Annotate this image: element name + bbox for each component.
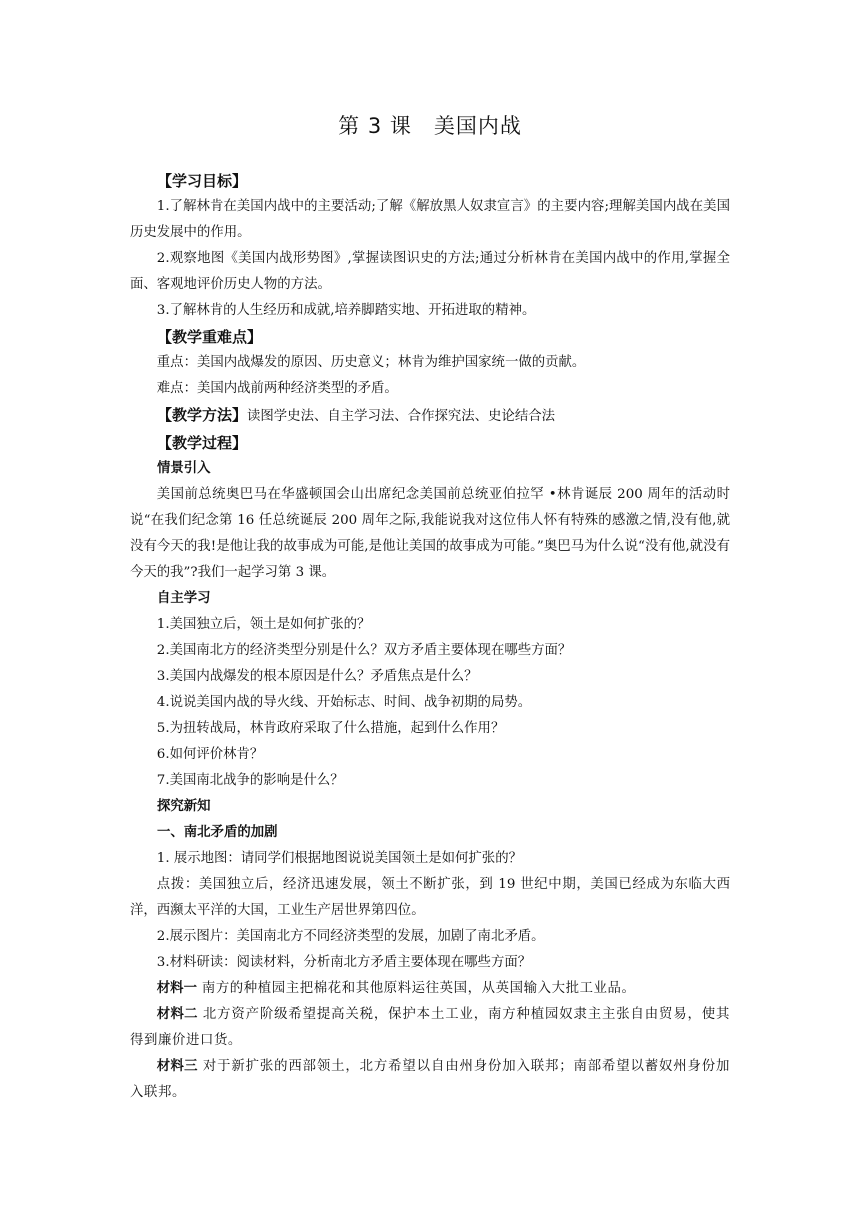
material-item	[130, 1002, 730, 1054]
lesson-name: 美国内战	[433, 114, 522, 138]
keypoints-heading: 【教学重难点】	[157, 328, 263, 346]
goal-item: 1.了解林肯在美国内战中的主要活动;了解《解放黑人奴隶宣言》的主要内容;理解美国内战在美国历史发展中的作用。	[130, 199, 730, 240]
material-text: 北方资产阶级希望提高关税，保护本土工业，南方种植园奴隶主主张自由贸易，使其得到廉价进口货。	[130, 1007, 730, 1048]
key-point: 重点：美国内战爆发的原因、历史意义；林肯为维护国家统一做的贡献。	[156, 355, 586, 370]
part1-item: 1. 展示地图：请同学们根据地图说说美国领土是如何扩张的？	[156, 851, 522, 866]
intro-heading: 情景引入	[157, 461, 211, 476]
part1-heading: 一、南北矛盾的加剧	[157, 825, 278, 840]
material-label: 材料二	[156, 1007, 198, 1022]
question-item: 1.美国独立后，领土是如何扩张的？	[156, 617, 371, 632]
method-text: 读图学史法、自主学习法、合作探究法、史论结合法	[247, 409, 555, 424]
goal-item: 3.了解林肯的人生经历和成就,培养脚踏实地、开拓进取的精神。	[156, 303, 536, 318]
lesson-number: 第 3 课	[338, 114, 412, 138]
material-text: 南方的种植园主把棉花和其他原料运往英国，从英国输入大批工业品。	[196, 981, 636, 996]
method-heading: 【教学方法】	[157, 406, 248, 424]
part1-item: 2.展示图片：美国南北方不同经济类型的发展，加剧了南北矛盾。	[156, 929, 545, 944]
part1-item: 点拨：美国独立后，经济迅速发展，领土不断扩张，到 19 世纪中期，美国已经成为东临大西洋，西濒太平洋的大国，工业生产居世界第四位。	[130, 877, 730, 918]
self-study-heading: 自主学习	[157, 591, 211, 606]
question-item: 4.说说美国内战的导火线、开始标志、时间、战争初期的局势。	[156, 695, 532, 710]
question-item: 3.美国内战爆发的根本原因是什么？矛盾焦点是什么？	[156, 669, 478, 684]
material-label: 材料三	[156, 1059, 198, 1074]
explore-heading: 探究新知	[157, 799, 211, 814]
process-heading: 【教学过程】	[157, 434, 248, 452]
difficult-point: 难点：美国内战前两种经济类型的矛盾。	[156, 381, 398, 396]
question-item: 2.美国南北方的经济类型分别是什么？双方矛盾主要体现在哪些方面？	[156, 643, 572, 658]
method-line	[130, 402, 730, 430]
goals-heading: 【学习目标】	[157, 172, 248, 190]
material-item	[130, 976, 730, 1002]
part1-item: 3.材料研读：阅读材料，分析南北方矛盾主要体现在哪些方面？	[156, 955, 532, 970]
question-item: 7.美国南北战争的影响是什么？	[156, 773, 344, 788]
material-text: 对于新扩张的西部领土，北方希望以自由州身份加入联邦；南部希望以蓄奴州身份加入联邦。	[130, 1059, 730, 1100]
material-label: 材料一	[156, 981, 197, 996]
goal-item: 2.观察地图《美国内战形势图》,掌握读图识史的方法;通过分析林肯在美国内战中的作用,掌握全面、客观地评价历史人物的方法。	[130, 251, 730, 292]
question-item: 5.为扭转战局，林肯政府采取了什么措施，起到什么作用？	[156, 721, 505, 736]
material-item	[130, 1054, 730, 1106]
question-item: 6.如何评价林肯？	[156, 747, 264, 762]
intro-text: 美国前总统奥巴马在华盛顿国会山出席纪念美国前总统亚伯拉罕 •林肯诞辰 200 周年的活动时说“在我们纪念第 16 任总统诞辰 200 周年之际,我能说我对这位伟人怀有特殊的感激之情,没有他,就没有今天的我!是他让我的故事成为可能,是他让美国的故事成为可能。”奥巴马为什么说“没有他,就没有今天的我”?我们一起学习第 3 课。	[130, 487, 730, 580]
page-title	[130, 110, 730, 140]
document-body	[130, 168, 730, 1106]
